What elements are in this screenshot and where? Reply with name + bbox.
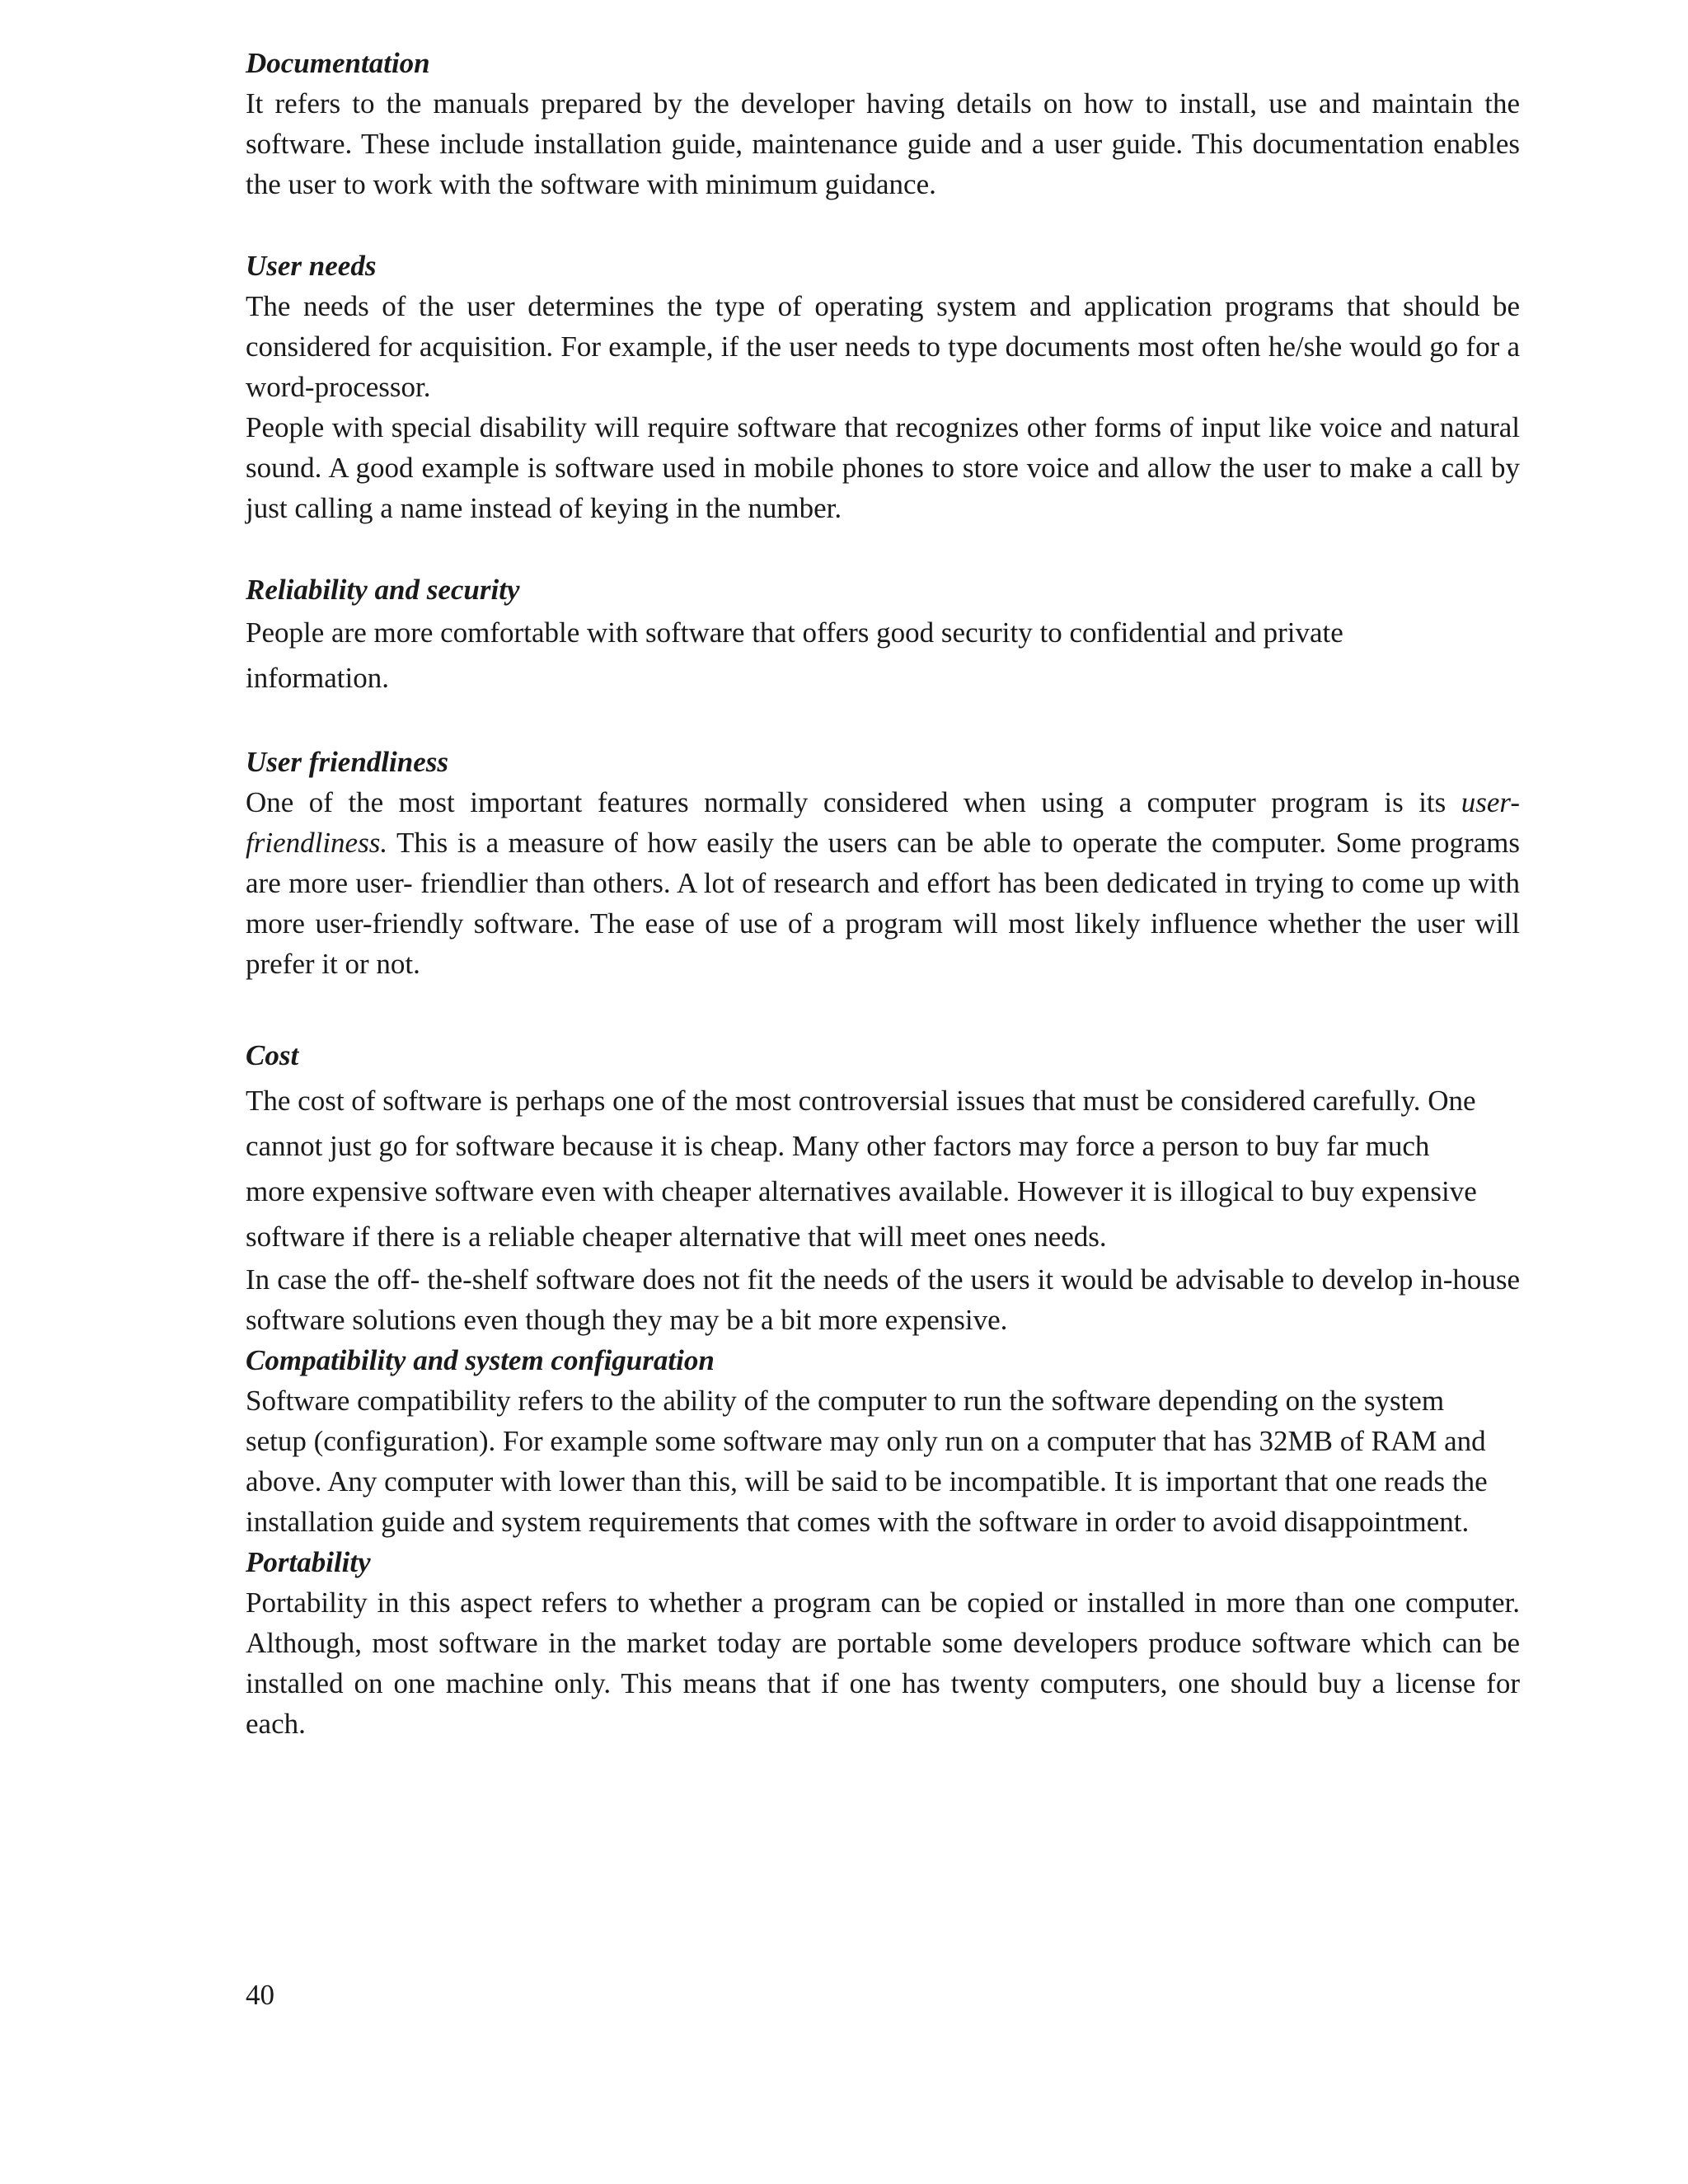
section-heading-cost: Cost [246, 1039, 299, 1071]
section-body-user-needs-2: People with special disability will require software that recognizes other forms of input like voice and natural sound. A good example is software used in mobile phones to store voice and allow the user to make a call by just calling a name instead of keying in the number. [246, 411, 1520, 524]
section-heading-compatibility: Compatibility and system configuration [246, 1344, 715, 1376]
section-body-documentation: It refers to the manuals prepared by the developer having details on how to install, use and maintain the software. These include installation guide, maintenance guide and a user guide. This documentation enables the user to work with the software with minimum guidance. [246, 87, 1520, 200]
user-friendliness-text-start: One of the most important features normally considered when using a computer program is its [246, 786, 1461, 818]
section-body-portability: Portability in this aspect refers to whether a program can be copied or installed in more than one computer. Although, most software in the market today are portable some developers produce software which can be installed on one machine only. This means that if one has twenty computers, one should buy a license for each. [246, 1586, 1520, 1740]
section-body-user-friendliness [246, 782, 1520, 984]
section-body-reliability: People are more comfortable with software that offers good security to confidential and private information. [246, 616, 1343, 694]
section-body-cost-1: The cost of software is perhaps one of the most controversial issues that must be considered carefully. One cannot just go for software because it is cheap. Many other factors may force a person to buy far much more expensive software even with cheaper alternatives available. However it is illogical to buy expensive software if there is a reliable cheaper alternative that will meet ones needs. [246, 1085, 1477, 1253]
section-heading-reliability: Reliability and security [246, 574, 520, 606]
section-heading-portability: Portability [246, 1546, 371, 1578]
section-heading-documentation: Documentation [246, 47, 430, 79]
section-body-compatibility: Software compatibility refers to the ability of the computer to run the software depending on the system setup (configuration). For example some software may only run on a computer that has 32MB of RAM and above. Any computer with lower than this, will be said to be incompatible. It is important that one reads the installation guide and system requirements that comes with the software in order to avoid disappointment. [246, 1385, 1488, 1538]
section-heading-user-needs: User needs [246, 250, 377, 282]
section-body-cost-2: In case the off- the-shelf software does not fit the needs of the users it would be advisable to develop in-house software solutions even though they may be a bit more expensive. [246, 1263, 1520, 1336]
section-heading-user-friendliness: User friendliness [246, 746, 448, 778]
user-friendliness-term: user-friendliness. [246, 786, 1520, 859]
page-content [246, 43, 1520, 1744]
section-body-user-needs-1: The needs of the user determines the type of operating system and application programs that should be considered for acquisition. For example, if the user needs to type documents most often he/she would go for a word-processor. [246, 290, 1520, 403]
page-number: 40 [246, 1979, 274, 2011]
user-friendliness-text-end: This is a measure of how easily the users can be able to operate the computer. Some programs are more user- friendlier than others. A lot of research and effort has been dedicated in trying to come up with more user-friendly software. The ease of use of a program will most likely influence whether the user will prefer it or not. [246, 827, 1520, 980]
